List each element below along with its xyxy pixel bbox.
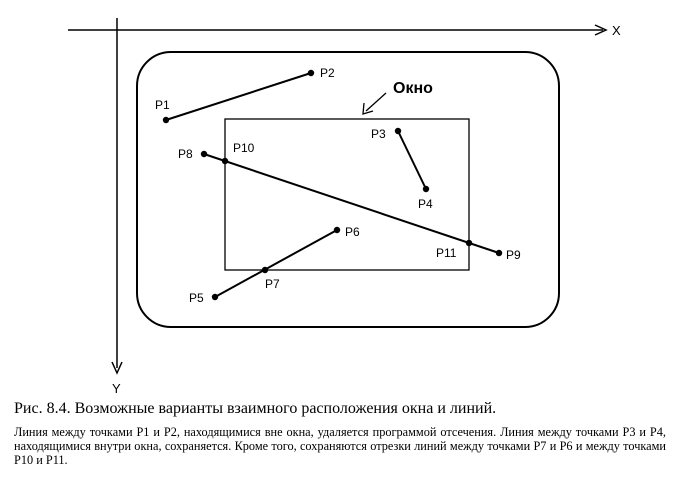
- point-p8: [201, 151, 207, 157]
- label-p1: P1: [155, 98, 170, 112]
- figure-caption-body: Линия между точками P1 и P2, находящимися вне окна, удаляется программой отсечения. Линия между точками P3 и P4, находящимися внутри окна, сохраняется. Кроме того, сохраняются отрезки линий между точками P7 и P6 и между точками P10 и P11.: [14, 425, 666, 467]
- point-p2: [308, 70, 314, 76]
- point-p10: [222, 158, 228, 164]
- point-p9: [496, 250, 502, 256]
- point-p11: [466, 240, 472, 246]
- label-p5: P5: [189, 291, 204, 305]
- point-p5: [212, 294, 218, 300]
- label-p3: P3: [371, 127, 386, 141]
- point-p3: [395, 128, 401, 134]
- window-label: Окно: [393, 80, 433, 97]
- window-pointer-arrow: [366, 93, 386, 111]
- point-p7: [262, 267, 268, 273]
- label-p4: P4: [418, 197, 433, 211]
- label-p6: P6: [345, 225, 360, 239]
- label-p10: P10: [233, 141, 255, 155]
- point-p1: [163, 117, 169, 123]
- segment-p3-p4: [398, 131, 426, 189]
- clipping-window: [225, 119, 469, 270]
- label-p8: P8: [178, 147, 193, 161]
- label-p7: P7: [265, 277, 280, 291]
- label-p11: P11: [436, 246, 457, 260]
- figure-caption-title: Рис. 8.4. Возможные варианты взаимного расположения окна и линий.: [14, 400, 497, 417]
- x-axis-label: X: [612, 23, 621, 38]
- point-p4: [423, 186, 429, 192]
- label-p9: P9: [506, 248, 521, 262]
- point-p6: [334, 227, 340, 233]
- segment-p1-p2: [166, 73, 311, 120]
- screen-boundary: [137, 52, 559, 327]
- y-axis-label: Y: [112, 381, 121, 396]
- label-p2: P2: [320, 66, 335, 80]
